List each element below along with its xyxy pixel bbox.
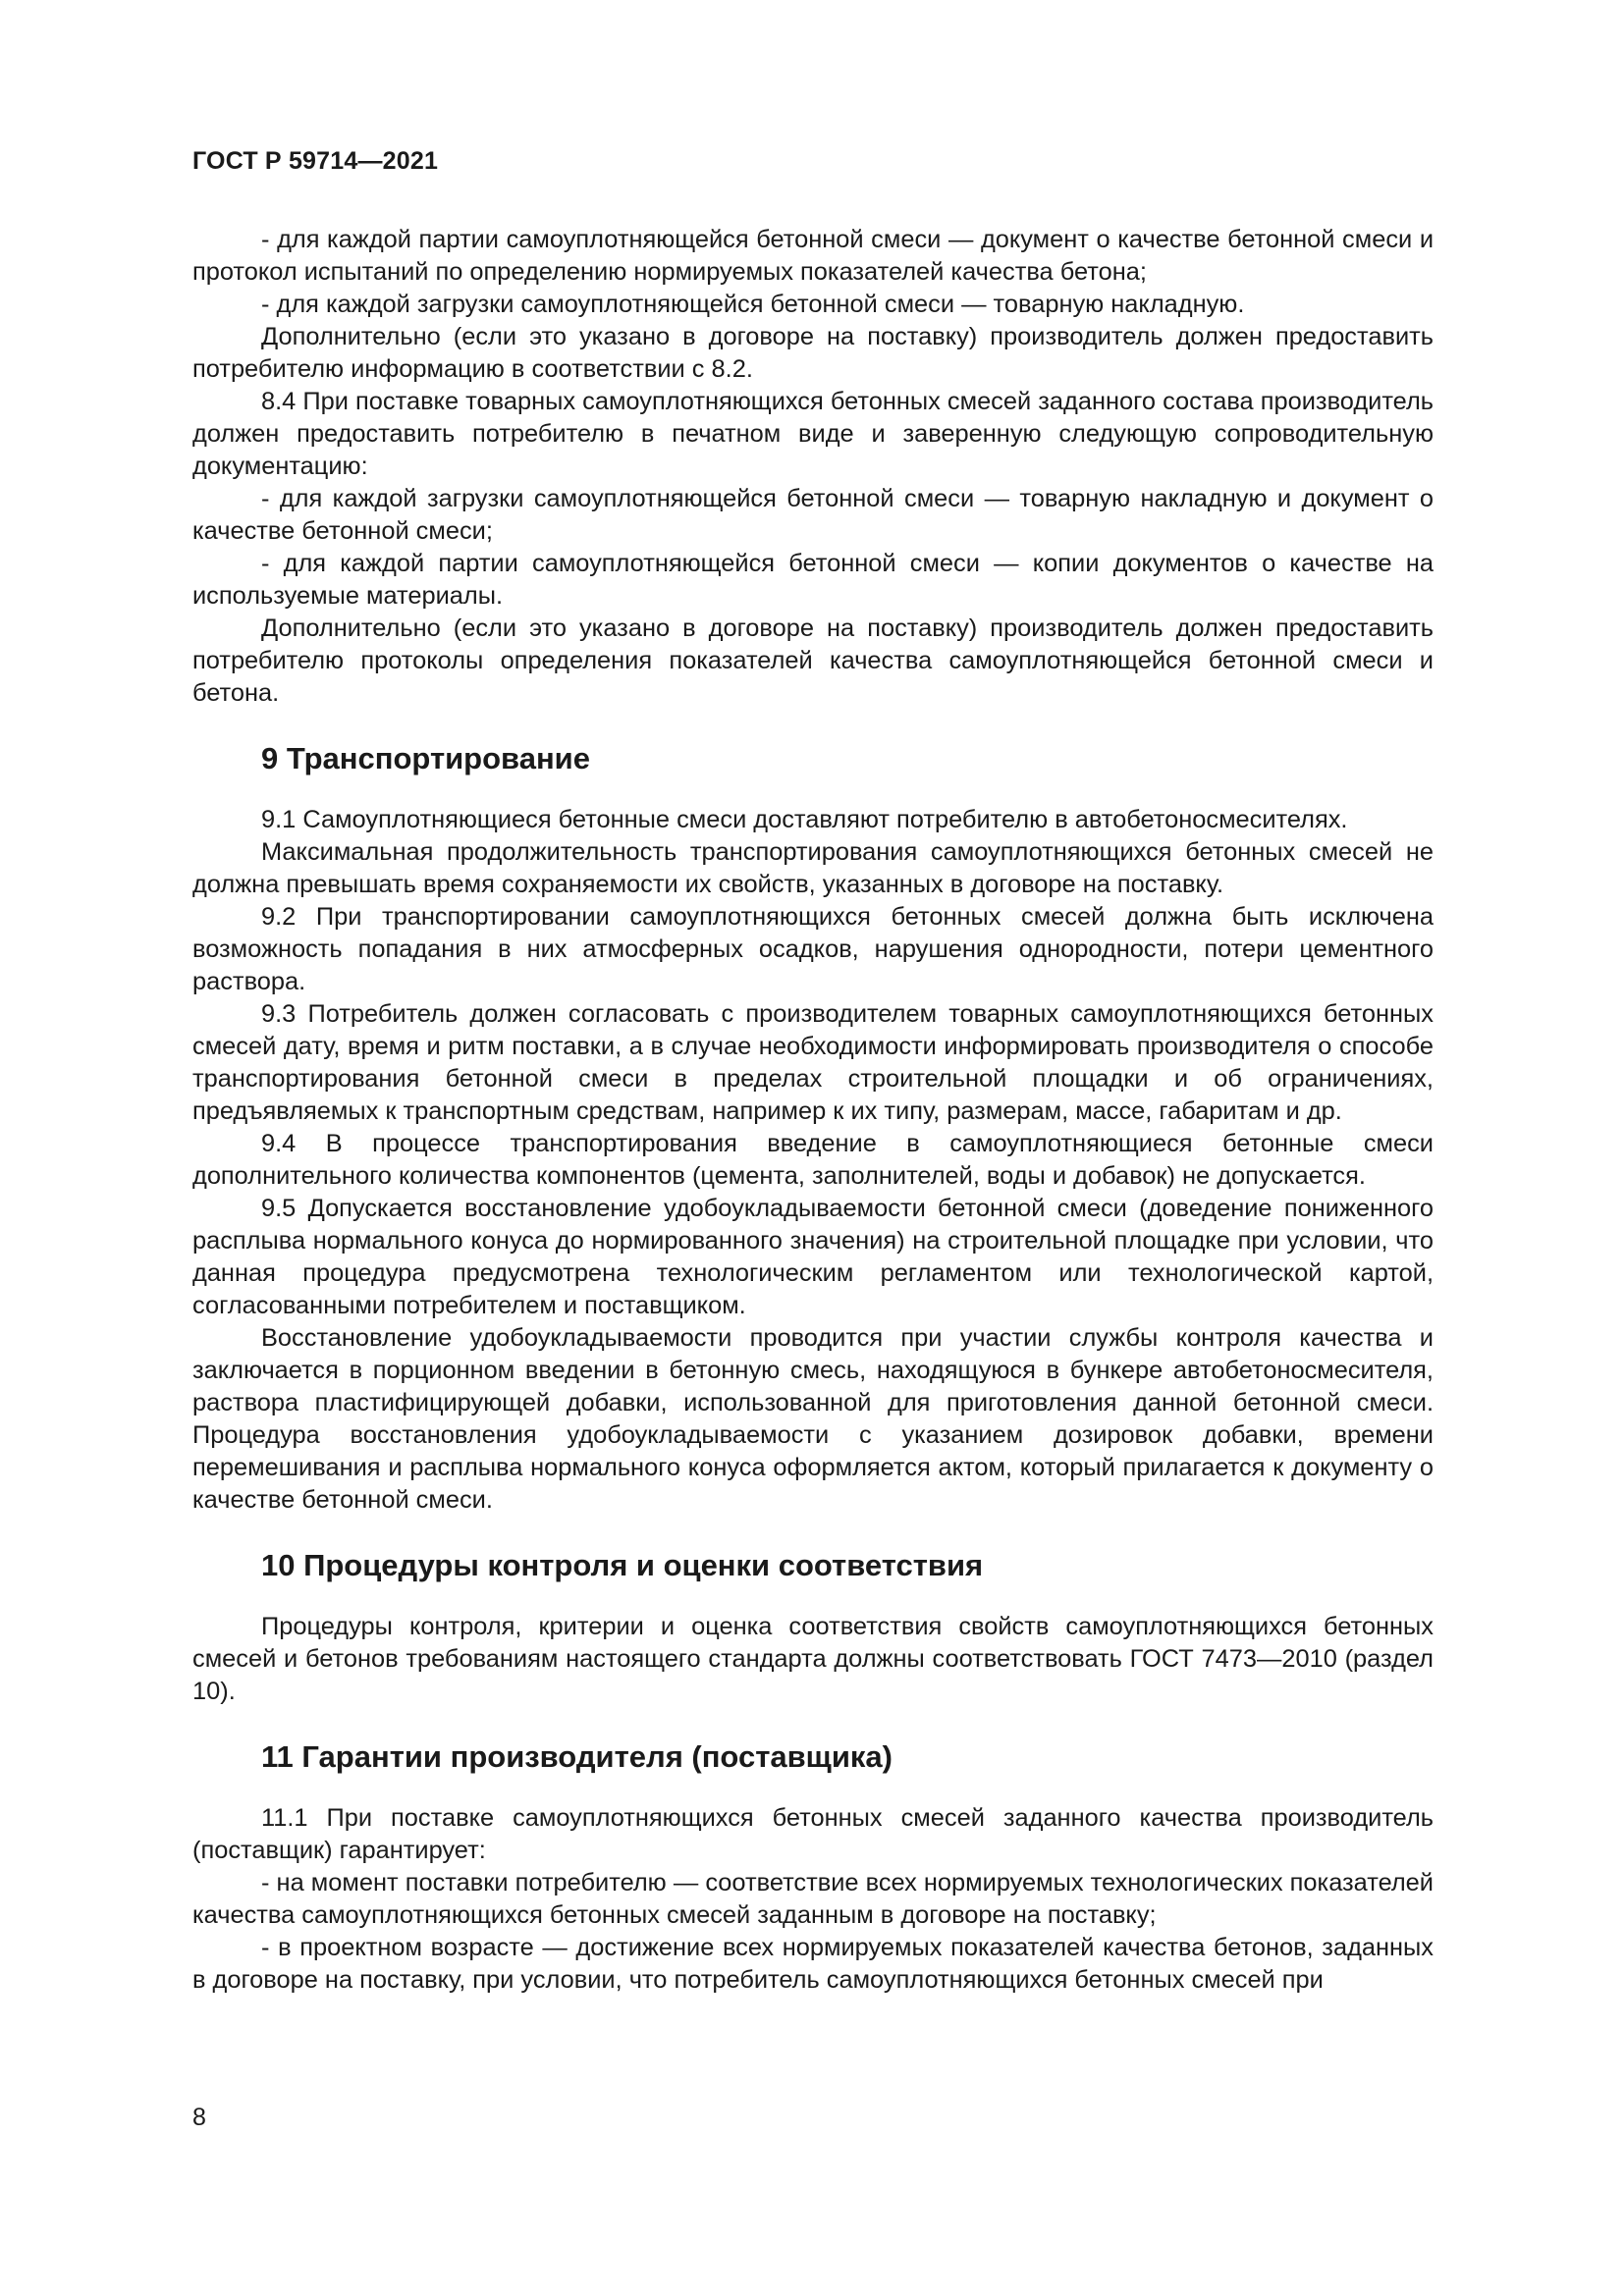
paragraph: 9.4 В процессе транспортирования введение в самоуплотняющиеся бетонные смеси дополнительного количества компонентов (цемента, заполнителей, воды и добавок) не допускается.	[192, 1130, 1434, 1190]
paragraph: 11.1 При поставке самоуплотняющихся бетонных смесей заданного качества производитель (поставщик) гарантирует:	[192, 1804, 1434, 1864]
paragraph: - для каждой партии самоуплотняющейся бетонной смеси — документ о качестве бетонной смеси и протокол испытаний по определению нормируемых показателей качества бетона;	[192, 226, 1434, 286]
section-heading-9: 9 Транспортирование	[261, 741, 590, 775]
paragraph: - для каждой загрузки самоуплотняющейся бетонной смеси — товарную накладную.	[261, 291, 1245, 318]
section-heading-11: 11 Гарантии производителя (поставщика)	[261, 1739, 893, 1774]
paragraph: 9.1 Самоуплотняющиеся бетонные смеси доставляют потребителю в автобетоносмесителях.	[261, 806, 1348, 833]
paragraph: - для каждой партии самоуплотняющейся бетонной смеси — копии документов о качестве на используемые материалы.	[192, 550, 1434, 610]
document-code: ГОСТ Р 59714—2021	[192, 147, 439, 175]
paragraph: Дополнительно (если это указано в договоре на поставку) производитель должен предоставить потребителю информацию в соответствии с 8.2.	[192, 323, 1434, 383]
paragraph: 9.5 Допускается восстановление удобоукладываемости бетонной смеси (доведение пониженного расплыва нормального конуса до нормированного значения) на строительной площадке при условии, что данная процедура предусмотрена технологическим регламентом или технологической картой, согласованными потребителем и поставщиком.	[192, 1195, 1434, 1319]
paragraph: 9.2 При транспортировании самоуплотняющихся бетонных смесей должна быть исключена возможность попадания в них атмосферных осадков, нарушения однородности, потери цементного раствора.	[192, 903, 1434, 995]
paragraph: - в проектном возрасте — достижение всех нормируемых показателей качества бетонов, заданных в договоре на поставку, при условии, что потребитель самоуплотняющихся бетонных смесей при	[192, 1934, 1434, 1994]
paragraph: - на момент поставки потребителю — соответствие всех нормируемых технологических показателей качества самоуплотняющихся бетонных смесей заданным в договоре на поставку;	[192, 1869, 1434, 1929]
paragraph: Процедуры контроля, критерии и оценка соответствия свойств самоуплотняющихся бетонных смесей и бетонов требованиям настоящего стандарта должны соответствовать ГОСТ 7473—2010 (раздел 10).	[192, 1613, 1434, 1705]
paragraph: - для каждой загрузки самоуплотняющейся бетонной смеси — товарную накладную и документ о качестве бетонной смеси;	[192, 485, 1434, 545]
section-heading-10: 10 Процедуры контроля и оценки соответствия	[261, 1548, 984, 1582]
paragraph: Максимальная продолжительность транспортирования самоуплотняющихся бетонных смесей не должна превышать время сохраняемости их свойств, указанных в договоре на поставку.	[192, 838, 1434, 898]
paragraph: Восстановление удобоукладываемости проводится при участии службы контроля качества и заключается в порционном введении в бетонную смесь, находящуюся в бункере автобетоносмесителя, раствора пластифицирующей добавки, использованной для приготовления данной бетонной смеси. Процедура восстановления удобоукладываемости с указанием дозировок добавки, времени перемешивания и расплыва нормального конуса оформляется актом, который прилагается к документу о качестве бетонной смеси.	[192, 1324, 1434, 1514]
paragraph: 9.3 Потребитель должен согласовать с производителем товарных самоуплотняющихся бетонных смесей дату, время и ритм поставки, а в случае необходимости информировать производителя о способе транспортирования бетонной смеси в пределах строительной площадки и об ограничениях, предъявляемых к транспортным средствам, например к их типу, размерам, массе, габаритам и др.	[192, 1000, 1434, 1125]
paragraph: 8.4 При поставке товарных самоуплотняющихся бетонных смесей заданного состава производитель должен предоставить потребителю в печатном виде и заверенную следующую сопроводительную документацию:	[192, 388, 1434, 480]
paragraph: Дополнительно (если это указано в договоре на поставку) производитель должен предоставить потребителю протоколы определения показателей качества самоуплотняющейся бетонной смеси и бетона.	[192, 614, 1434, 707]
page-number: 8	[192, 2104, 206, 2131]
page-body	[192, 224, 1434, 1997]
